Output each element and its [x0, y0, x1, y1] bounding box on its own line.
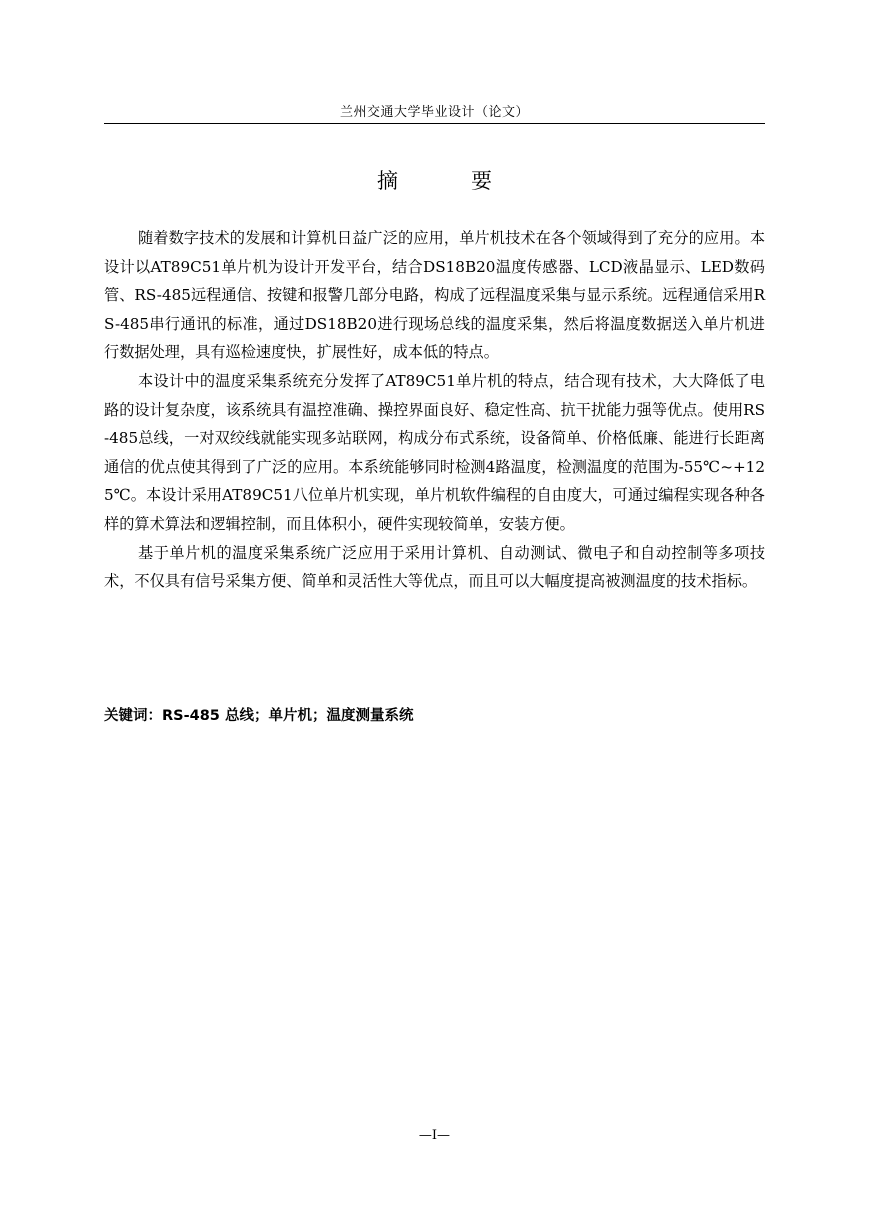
keywords-line: 关键词：RS-485 总线；单片机；温度测量系统: [104, 708, 414, 724]
abstract-paragraph-3: 基于单片机的温度采集系统广泛应用于采用计算机、自动测试、微电子和自动控制等多项技术，不仅具有信号采集方便、简单和灵活性大等优点，而且可以大幅度提高被测温度的技术指标。: [104, 543, 765, 591]
page-number: —I—: [418, 1128, 451, 1143]
abstract-body: [104, 224, 765, 596]
abstract-paragraph-1: 随着数字技术的发展和计算机日益广泛的应用，单片机技术在各个领域得到了充分的应用。本设计以AT89C51单片机为设计开发平台，结合DS18B20温度传感器、LCD液晶显示、LED数码管、RS-485远程通信、按键和报警几部分电路，构成了远程温度采集与显示系统。远程通信采用RS-485串行通讯的标准，通过DS18B20进行现场总线的温度采集，然后将温度数据送入单片机进行数据处理，具有巡检速度快，扩展性好，成本低的特点。: [104, 229, 765, 362]
abstract-title: 摘 要: [377, 169, 518, 193]
header-rule: [104, 123, 765, 124]
abstract-paragraph-2: 本设计中的温度采集系统充分发挥了AT89C51单片机的特点，结合现有技术，大大降低了电路的设计复杂度，该系统具有温控准确、操控界面良好、稳定性高、抗干扰能力强等优点。使用RS-485总线，一对双绞线就能实现多站联网，构成分布式系统，设备简单、价格低廉、能进行长距离通信的优点使其得到了广泛的应用。本系统能够同时检测4路温度，检测温度的范围为-55℃~+125℃。本设计采用AT89C51八位单片机实现，单片机软件编程的自由度大，可通过编程实现各种各样的算术算法和逻辑控制，而且体积小，硬件实现较简单，安装方便。: [104, 371, 765, 533]
running-header: 兰州交通大学毕业设计（论文）: [339, 105, 529, 120]
